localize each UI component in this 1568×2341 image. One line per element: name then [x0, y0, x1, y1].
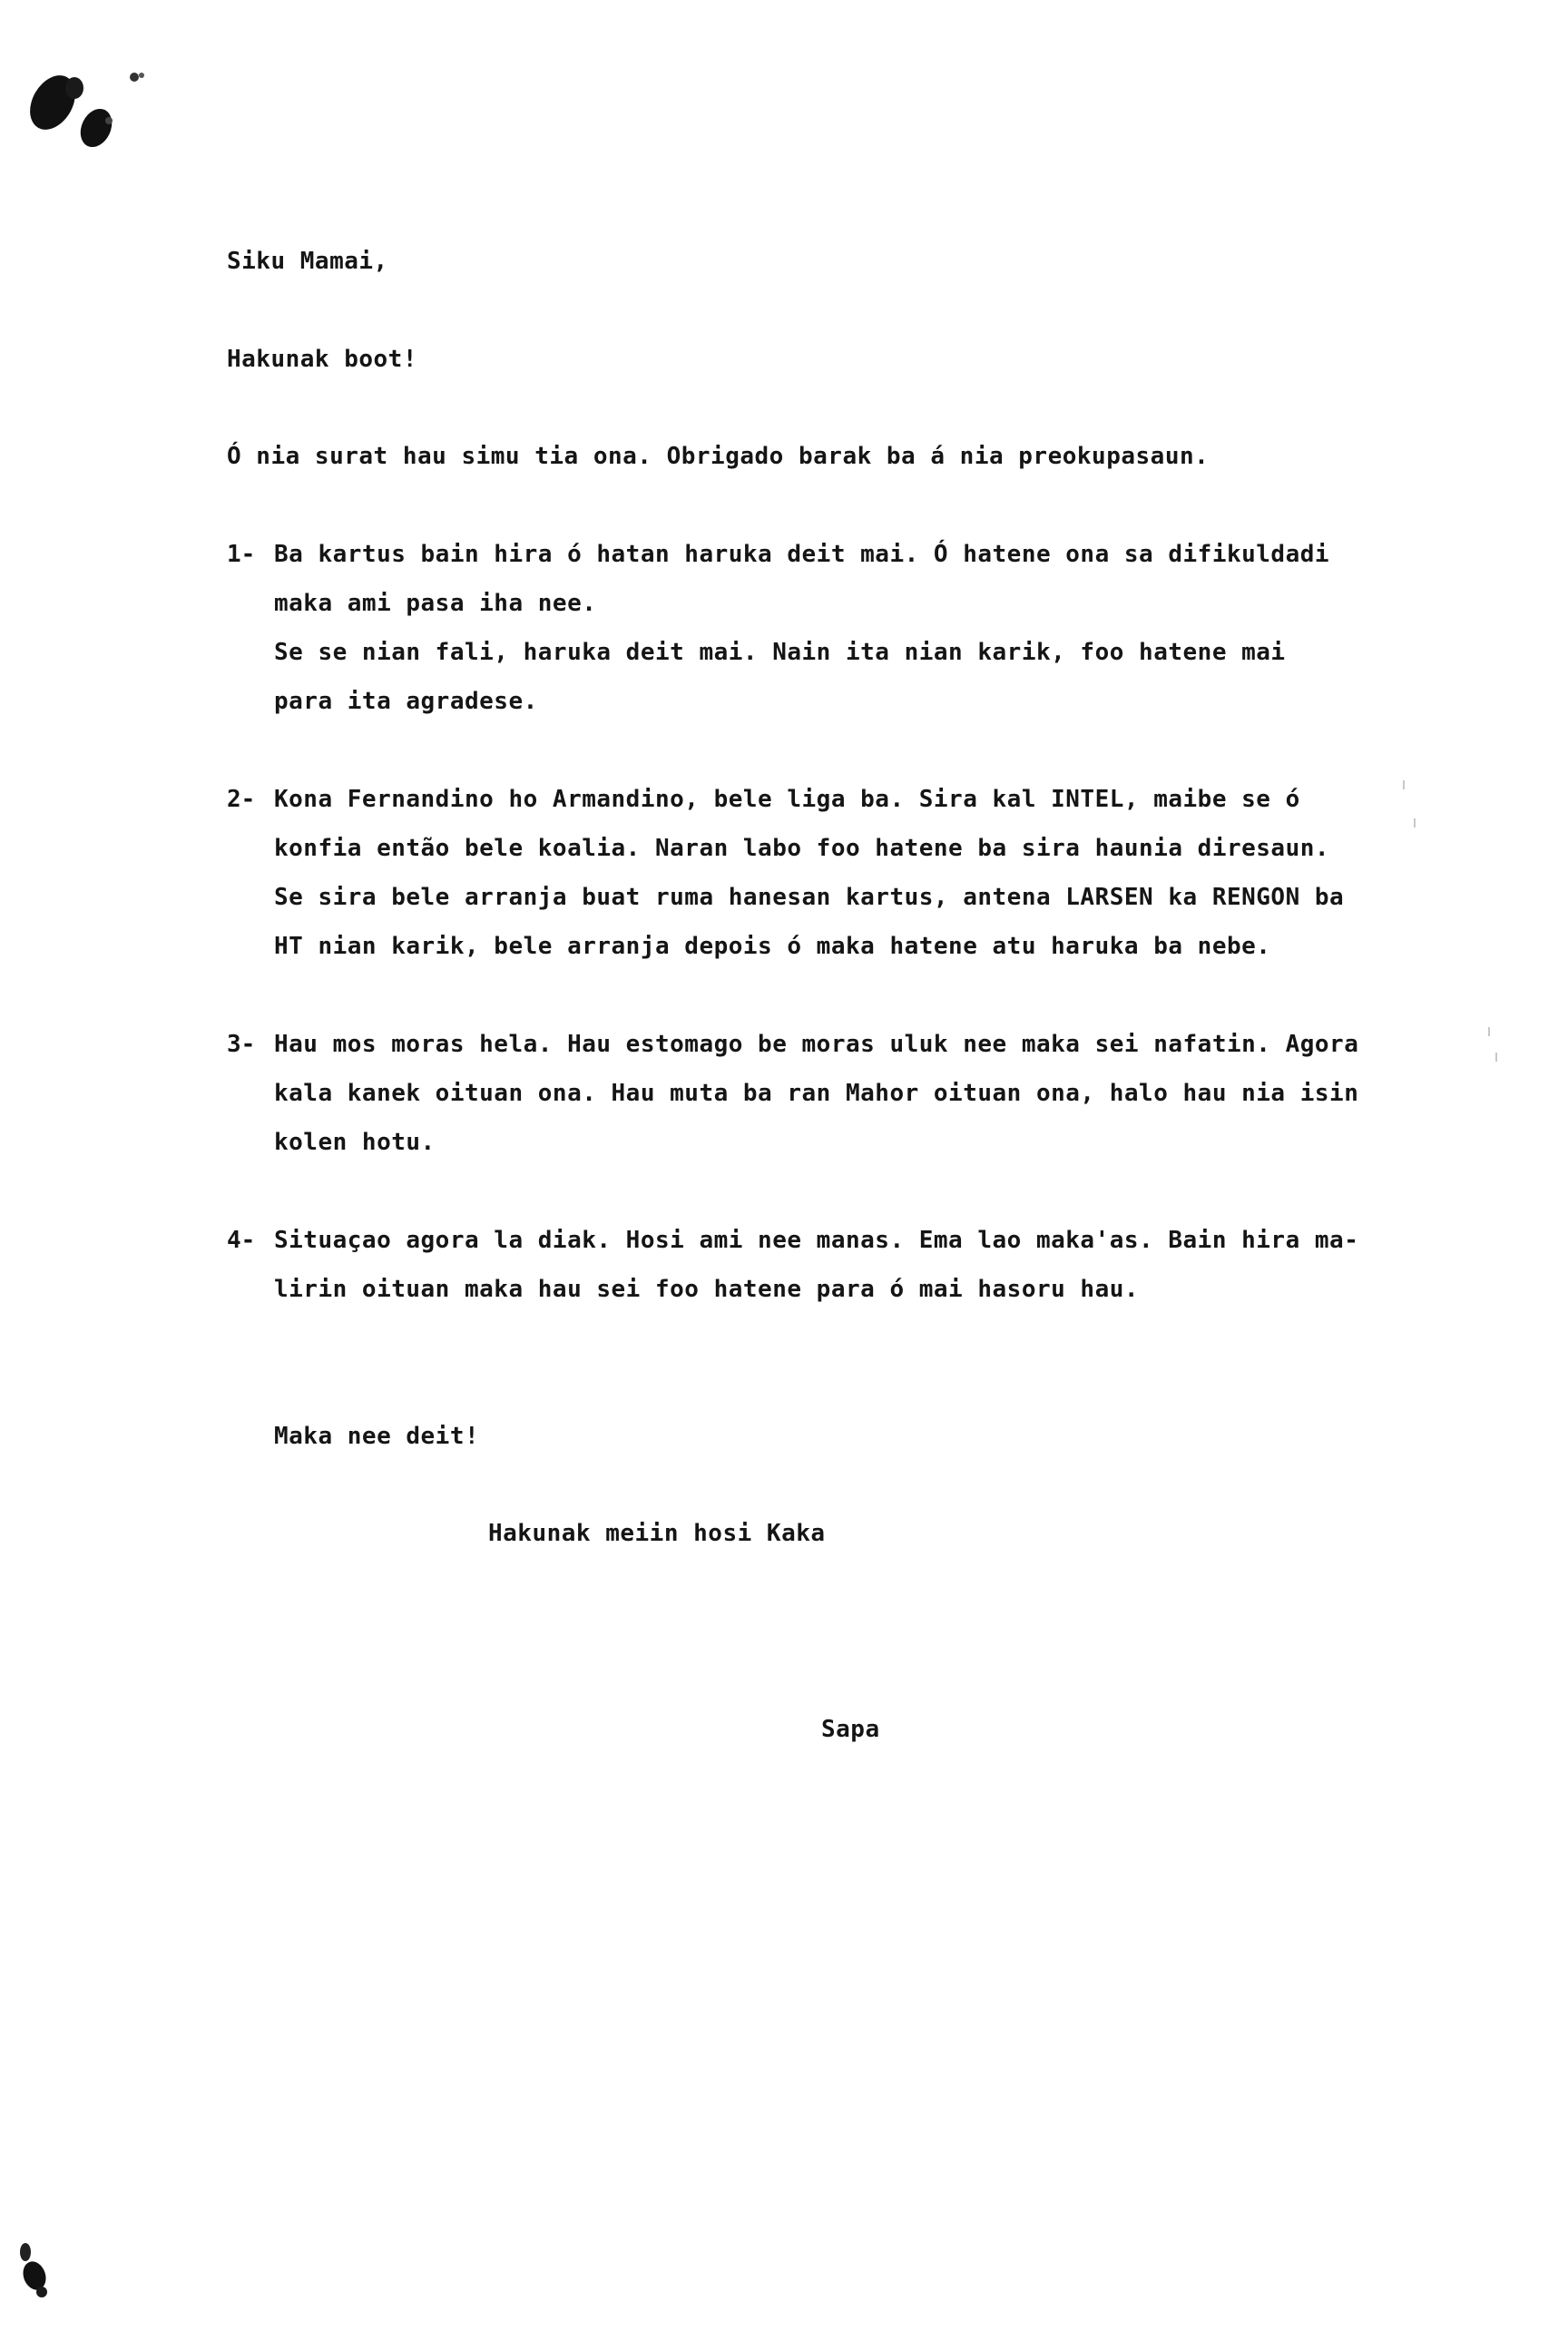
item-number: 3- — [227, 1031, 256, 1058]
item-line: para ita agradese. — [274, 688, 538, 715]
item-number: 1- — [227, 541, 256, 568]
salutation: Siku Mamai, — [227, 248, 388, 275]
item-line: Hau mos moras hela. Hau estomago be moras uluk nee maka sei nafatin. Agora — [274, 1031, 1359, 1058]
signature: Sapa — [821, 1716, 880, 1743]
ink-blot-top — [18, 50, 163, 159]
item-line: lirin oituan maka hau sei foo hatene para ó mai hasoru hau. — [274, 1276, 1140, 1303]
scan-speck — [1414, 818, 1416, 828]
item-line: Kona Fernandino ho Armandino, bele liga ba. Sira kal INTEL, maibe se ó — [274, 786, 1300, 813]
scan-speck — [1488, 1027, 1490, 1036]
item-line: Situaçao agora la diak. Hosi ami nee manas. Ema lao maka'as. Bain hira ma- — [274, 1227, 1359, 1254]
closing-line: Maka nee deit! — [274, 1423, 480, 1450]
item-line: Se sira bele arranja buat ruma hanesan kartus, antena LARSEN ka RENGON ba — [274, 884, 1345, 911]
greeting: Hakunak boot! — [227, 346, 417, 373]
item-line: Ba kartus bain hira ó hatan haruka deit mai. Ó hatene ona sa difikuldadi — [274, 541, 1330, 568]
scan-speck — [1403, 780, 1405, 789]
item-line: kala kanek oituan ona. Hau muta ba ran Mahor oituan ona, halo hau nia isin — [274, 1080, 1359, 1107]
item-line: Se se nian fali, haruka deit mai. Nain ita nian karik, foo hatene mai — [274, 639, 1286, 666]
item-line: kolen hotu. — [274, 1129, 436, 1156]
item-number: 4- — [227, 1227, 256, 1254]
item-number: 2- — [227, 786, 256, 813]
regards-line: Hakunak meiin hosi Kaka — [488, 1520, 826, 1547]
scan-speck — [1495, 1053, 1497, 1062]
item-line: konfia então bele koalia. Naran labo foo hatene ba sira haunia diresaun. — [274, 835, 1330, 862]
ink-blot-bottom — [7, 2239, 62, 2303]
intro-paragraph: Ó nia surat hau simu tia ona. Obrigado barak ba á nia preokupasaun. — [227, 443, 1210, 470]
item-line: HT nian karik, bele arranja depois ó maka hatene atu haruka ba nebe. — [274, 933, 1271, 960]
item-line: maka ami pasa iha nee. — [274, 590, 597, 617]
